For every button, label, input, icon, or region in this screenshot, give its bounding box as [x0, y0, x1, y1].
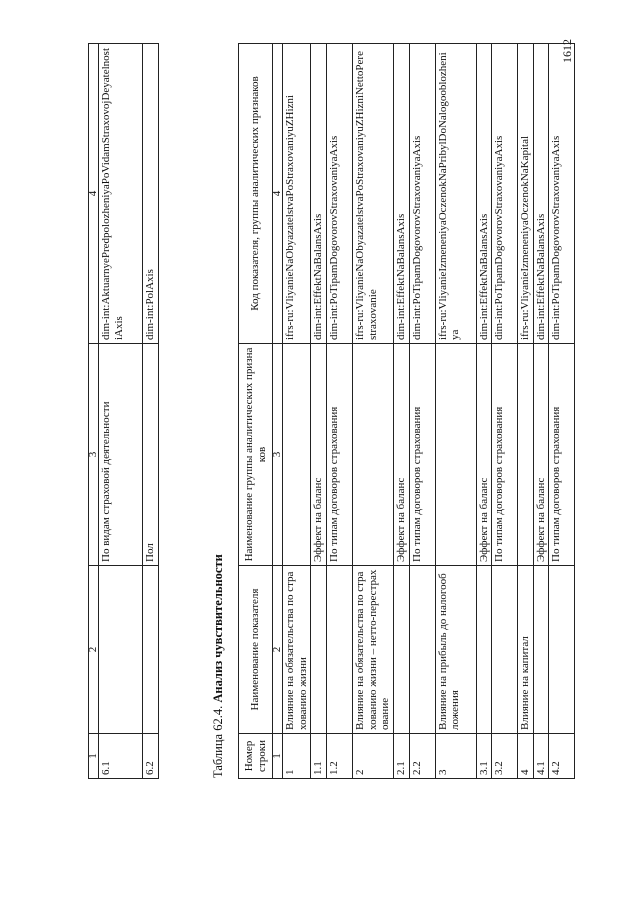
indicator-name	[326, 566, 352, 734]
table-row	[549, 44, 575, 779]
indicator-code: dim-int:PoTipamDogovorovStraxovaniyaAxis	[326, 44, 352, 344]
table-row	[352, 44, 393, 779]
indicator-code: ifrs-ru:VliyanieIzmeneniyaOczenokNaPribylDoNalogooblozheniya	[435, 44, 476, 344]
header-row-number: Номер строки	[239, 734, 273, 779]
group-name	[435, 344, 476, 566]
column-number: 3	[89, 344, 99, 566]
header-code: Код показателя, группы аналитических признаков	[239, 44, 273, 344]
row-number: 4	[518, 734, 534, 779]
group-name: Пол	[143, 344, 159, 566]
column-number: 4	[273, 44, 283, 344]
indicator-code: dim-int:EffektNaBalansAxis	[533, 44, 549, 344]
column-number: 2	[89, 566, 99, 734]
indicator-code: dim-int:PolAxis	[143, 44, 159, 344]
indicator-code: dim-int:AktuarnyePredpolozheniyaPoVidamStraxovojDeyatelnostiAxis	[99, 44, 143, 344]
group-name	[352, 344, 393, 566]
row-number: 1.1	[311, 734, 327, 779]
header-row	[239, 44, 273, 779]
indicator-name	[476, 566, 492, 734]
indicator-name	[533, 566, 549, 734]
indicator-name: Влияние на прибыль до налогообложения	[435, 566, 476, 734]
indicator-name	[492, 566, 518, 734]
group-name	[518, 344, 534, 566]
indicator-name	[409, 566, 435, 734]
table-row	[435, 44, 476, 779]
row-number: 1.2	[326, 734, 352, 779]
indicator-name: Влияние на обязательства по страхованию жизни – нетто-перестрахование	[352, 566, 393, 734]
caption-title: Анализ чувствительности	[211, 554, 225, 703]
indicator-code: ifrs-ru:VliyanieNaObyazatelstvaPoStraxovaniyuZHizni	[283, 44, 311, 344]
group-name: Эффект на баланс	[476, 344, 492, 566]
column-number: 3	[273, 344, 283, 566]
indicator-code: dim-int:PoTipamDogovorovStraxovaniyaAxis	[549, 44, 575, 344]
column-number: 1	[273, 734, 283, 779]
table-continued	[88, 43, 159, 779]
table-row	[533, 44, 549, 779]
row-number: 2.2	[409, 734, 435, 779]
column-number: 4	[89, 44, 99, 344]
sensitivity-analysis-table	[238, 43, 575, 779]
indicator-code: dim-int:EffektNaBalansAxis	[311, 44, 327, 344]
group-name: По типам договоров страхования	[492, 344, 518, 566]
row-number: 2.1	[393, 734, 409, 779]
group-name: По типам договоров страхования	[409, 344, 435, 566]
table-row	[283, 44, 311, 779]
table-row	[99, 44, 143, 779]
table-row	[476, 44, 492, 779]
column-number: 2	[273, 566, 283, 734]
row-number: 3.1	[476, 734, 492, 779]
group-name: Эффект на баланс	[393, 344, 409, 566]
column-number-row	[89, 44, 99, 779]
group-name: По видам страховой деятельности	[99, 344, 143, 566]
indicator-name	[311, 566, 327, 734]
indicator-code: ifrs-ru:VliyanieNaObyazatelstvaPoStraxovaniyuZHizniNettoPerestraxovanie	[352, 44, 393, 344]
indicator-code: ifrs-ru:VliyanieIzmeneniyaOczenokNaKapital	[518, 44, 534, 344]
table-row	[311, 44, 327, 779]
column-number-row	[273, 44, 283, 779]
column-number: 1	[89, 734, 99, 779]
indicator-name	[143, 566, 159, 734]
table-row	[143, 44, 159, 779]
group-name: Эффект на баланс	[311, 344, 327, 566]
row-number: 3	[435, 734, 476, 779]
indicator-name	[549, 566, 575, 734]
row-number: 1	[283, 734, 311, 779]
table-row	[326, 44, 352, 779]
group-name: Эффект на баланс	[533, 344, 549, 566]
group-name: По типам договоров страхования	[326, 344, 352, 566]
indicator-name: Влияние на обязательства по страхованию жизни	[283, 566, 311, 734]
table-row	[393, 44, 409, 779]
header-indicator-name: Наименование показателя	[239, 566, 273, 734]
row-number: 2	[352, 734, 393, 779]
indicator-name	[393, 566, 409, 734]
caption-prefix: Таблица 62.4.	[211, 705, 225, 778]
row-number: 6.2	[143, 734, 159, 779]
indicator-code: dim-int:PoTipamDogovorovStraxovaniyaAxis	[492, 44, 518, 344]
page-number: 1612	[560, 39, 574, 63]
group-name: По типам договоров страхования	[549, 344, 575, 566]
indicator-code: dim-int:PoTipamDogovorovStraxovaniyaAxis	[409, 44, 435, 344]
group-name	[283, 344, 311, 566]
table-caption	[211, 554, 226, 778]
row-number: 4.1	[533, 734, 549, 779]
indicator-name: Влияние на капитал	[518, 566, 534, 734]
table-row	[492, 44, 518, 779]
header-group-name: Наименование группы аналитических признаков	[239, 344, 273, 566]
row-number: 6.1	[99, 734, 143, 779]
indicator-name	[99, 566, 143, 734]
table-row	[518, 44, 534, 779]
row-number: 3.2	[492, 734, 518, 779]
indicator-code: dim-int:EffektNaBalansAxis	[393, 44, 409, 344]
indicator-code: dim-int:EffektNaBalansAxis	[476, 44, 492, 344]
table-row	[409, 44, 435, 779]
row-number: 4.2	[549, 734, 575, 779]
